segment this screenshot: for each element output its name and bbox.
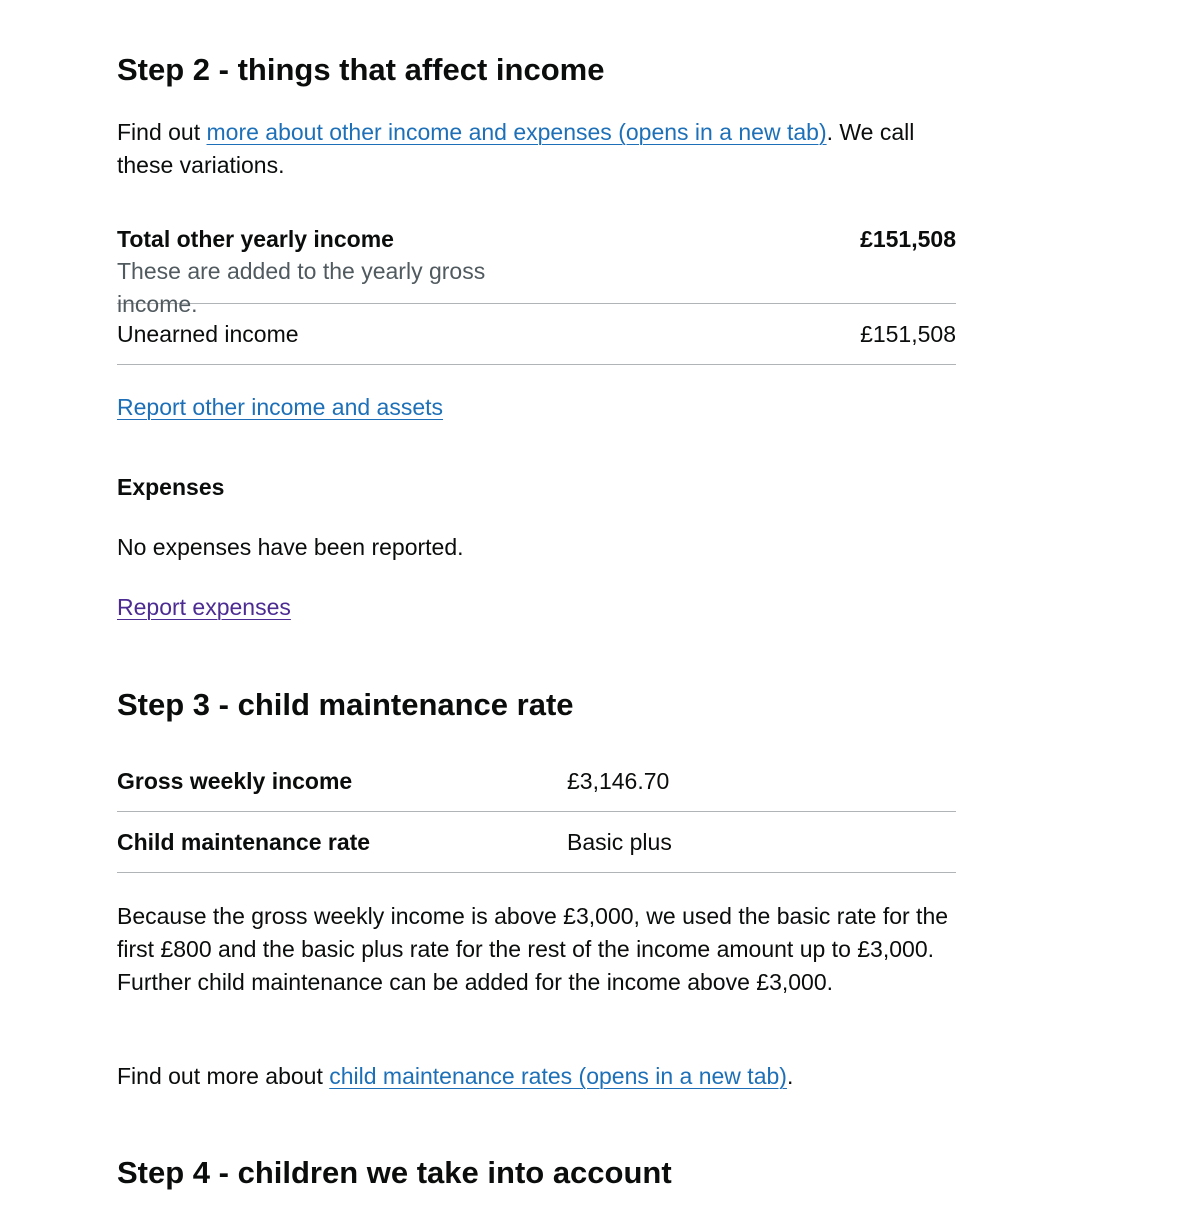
gross-weekly-income-row <box>117 751 956 812</box>
rates-more-suffix: . <box>786 1063 794 1089</box>
report-expenses-paragraph <box>117 591 291 624</box>
other-income-expenses-link[interactable]: more about other income and expenses (opens in a new tab) <box>206 119 827 145</box>
child-maintenance-rate-label: Child maintenance rate <box>117 829 371 855</box>
child-maintenance-rate-value: Basic plus <box>567 829 672 855</box>
step-2-heading: Step 2 - things that affect income <box>117 52 605 87</box>
report-expenses-link[interactable]: Report expenses <box>117 594 291 620</box>
unearned-income-row <box>117 304 956 365</box>
unearned-income-label: Unearned income <box>117 321 299 347</box>
total-other-income-label: Total other yearly income <box>117 226 394 252</box>
step-4-heading: Step 4 - children we take into account <box>117 1155 672 1190</box>
rates-more-info <box>117 1060 956 1093</box>
expenses-heading: Expenses <box>117 474 225 500</box>
unearned-income-value: £151,508 <box>860 321 956 347</box>
report-other-income-link[interactable]: Report other income and assets <box>117 394 444 420</box>
no-expenses-text: No expenses have been reported. <box>117 534 464 560</box>
gross-weekly-income-label: Gross weekly income <box>117 768 353 794</box>
total-other-income-hint: These are added to the yearly gross income. <box>117 258 486 317</box>
total-other-income-value: £151,508 <box>860 226 956 252</box>
step-3-heading: Step 3 - child maintenance rate <box>117 687 574 722</box>
rate-explanation: Because the gross weekly income is above £3,000, we used the basic rate for the first £800 and the basic plus rate for the rest of the income amount up to £3,000. Further child maintenance can be added for the income above £3,000. <box>117 903 949 995</box>
total-other-income-key <box>117 224 537 317</box>
gross-weekly-income-value: £3,146.70 <box>567 768 670 794</box>
rates-more-prefix: Find out more about <box>117 1063 330 1089</box>
step-2-intro <box>117 116 956 182</box>
total-other-income-row <box>117 224 956 317</box>
report-income-paragraph <box>117 391 443 424</box>
step-2-intro-suffix: . We call these variations. <box>117 119 915 178</box>
child-maintenance-rates-link[interactable]: child maintenance rates (opens in a new tab) <box>329 1063 787 1089</box>
child-maintenance-rate-row <box>117 812 956 873</box>
step-2-intro-prefix: Find out <box>117 119 207 145</box>
